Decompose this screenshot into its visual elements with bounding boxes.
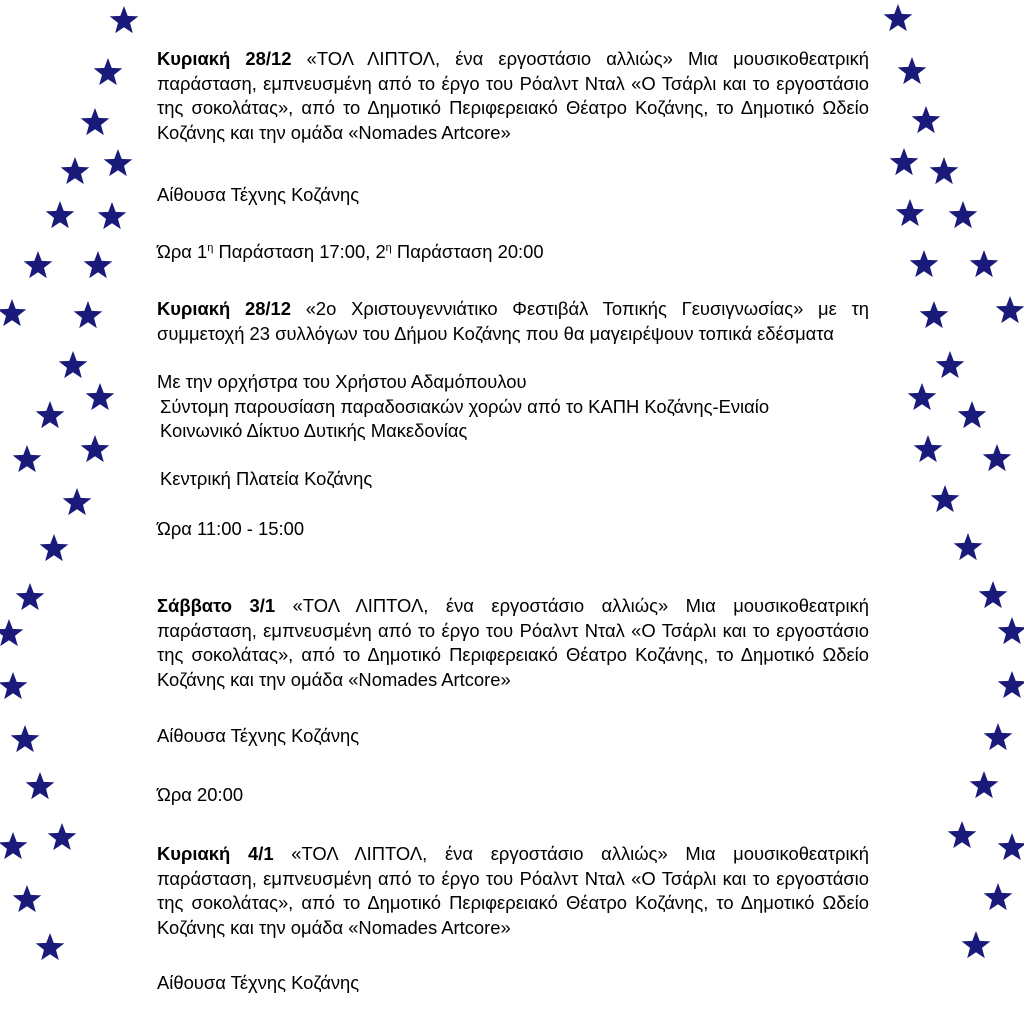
star-icon (13, 445, 42, 472)
event-3-venue: Αίθουσα Τέχνης Κοζάνης (157, 725, 360, 746)
event-1-venue: Αίθουσα Τέχνης Κοζάνης (157, 184, 360, 205)
star-icon (930, 157, 959, 184)
event-3-description: «ΤΟΛ ΛΙΠΤΟΛ, ένα εργοστάσιο αλλιώς» Μια μουσικοθεατρική παράσταση, εμπνευσμένη από το έργο του Ρόαλντ Νταλ «Ο Τσάρλι και το εργοστάσιο της σοκολάτας», από το Δημοτικό Περιφερειακό Θέατρο Κοζάνης, το Δημοτικό Ωδείο Κοζάνης και την ομάδα «Nomades Artcore» (157, 595, 870, 690)
star-icon (40, 534, 69, 561)
star-icon (13, 885, 42, 912)
event-2-orchestra: Με την ορχήστρα του Χρήστου Αδαμόπουλου (157, 371, 527, 392)
star-icon (948, 821, 977, 848)
star-icon (61, 157, 90, 184)
event-1-date: Κυριακή 28/12 (157, 48, 292, 69)
star-icon (998, 671, 1024, 698)
star-icon (998, 833, 1024, 860)
star-icon (74, 301, 103, 328)
event-4-date: Κυριακή 4/1 (157, 843, 274, 864)
star-icon (24, 251, 53, 278)
event-4-paragraph (157, 842, 869, 940)
star-icon (949, 201, 978, 228)
star-icon (936, 351, 965, 378)
star-icon (0, 299, 26, 326)
star-icon (954, 533, 983, 560)
star-icon (912, 106, 941, 133)
star-icon (36, 401, 65, 428)
event-2-venue: Κεντρική Πλατεία Κοζάνης (160, 468, 373, 489)
star-icon (890, 148, 919, 175)
star-icon (59, 351, 88, 378)
event-1-description: «ΤΟΛ ΛΙΠΤΟΛ, ένα εργοστάσιο αλλιώς» Μια μουσικοθεατρική παράσταση, εμπνευσμένη από το έργο του Ρόαλντ Νταλ «Ο Τσάρλι και το εργοστάσιο της σοκολάτας», από το Δημοτικό Περιφερειακό Θέατρο Κοζάνης, το Δημοτικό Ωδείο Κοζάνης και την ομάδα «Nomades Artcore» (157, 48, 869, 143)
star-icon (920, 301, 949, 328)
star-icon (908, 383, 937, 410)
event-1-paragraph (157, 47, 869, 145)
event-2-paragraph (157, 297, 869, 346)
event-2-description: «2ο Χριστουγεννιάτικο Φεστιβάλ Τοπικής Γευσιγνωσίας» με τη συμμετοχή 23 συλλόγων του Δήμου Κοζάνης που θα μαγειρέψουν τοπικά εδέσματα (157, 298, 869, 344)
event-3-date: Σάββατο 3/1 (157, 595, 276, 616)
star-icon (110, 6, 139, 33)
event-3-time: Ώρα 20:00 (157, 784, 244, 805)
star-icon (0, 619, 23, 646)
star-icon (86, 383, 115, 410)
star-icon (979, 581, 1008, 608)
star-icon (884, 4, 913, 31)
star-icon (914, 435, 943, 462)
star-icon (0, 832, 27, 859)
event-3-paragraph (157, 594, 869, 692)
event-2-date: Κυριακή 28/12 (157, 298, 291, 319)
star-icon (896, 199, 925, 226)
star-icon (996, 296, 1024, 323)
star-icon (962, 931, 991, 958)
star-icon (81, 435, 110, 462)
star-icon (98, 202, 127, 229)
event-4-description: «ΤΟΛ ΛΙΠΤΟΛ, ένα εργοστάσιο αλλιώς» Μια μουσικοθεατρική παράσταση, εμπνευσμένη από το έργο του Ρόαλντ Νταλ «Ο Τσάρλι και το εργοστάσιο της σοκολάτας», από το Δημοτικό Περιφερειακό Θέατρο Κοζάνης, το Δημοτικό Ωδείο Κοζάνης και την ομάδα «Nomades Artcore» (157, 843, 869, 938)
star-icon (984, 723, 1013, 750)
event-1-time: Ώρα $1^\eta$ Παράσταση 17:00, $2^\eta$ Παράσταση 20:00 (157, 241, 544, 262)
star-icon (104, 149, 133, 176)
star-icon (931, 485, 960, 512)
star-icon (63, 488, 92, 515)
star-icon (48, 823, 77, 850)
star-icon (16, 583, 45, 610)
event-2-network: Κοινωνικό Δίκτυο Δυτικής Μακεδονίας (160, 420, 468, 441)
star-icon (94, 58, 123, 85)
star-icon (984, 883, 1013, 910)
star-icon (11, 725, 40, 752)
star-icon (84, 251, 113, 278)
star-icon (36, 933, 65, 960)
event-2-time: Ώρα 11:00 - 15:00 (157, 518, 305, 539)
star-icon (0, 672, 27, 699)
star-icon (958, 401, 987, 428)
star-icon (998, 617, 1024, 644)
event-2-dances: Σύντομη παρουσίαση παραδοσιακών χορών από το ΚΑΠΗ Κοζάνης-Ενιαίο (160, 396, 770, 417)
star-icon (81, 108, 110, 135)
star-icon (910, 250, 939, 277)
star-icon (970, 771, 999, 798)
star-icon (26, 772, 55, 799)
star-icon (983, 444, 1012, 471)
star-icon (970, 250, 999, 277)
star-icon (898, 57, 927, 84)
star-icon (46, 201, 75, 228)
event-4-venue: Αίθουσα Τέχνης Κοζάνης (157, 972, 360, 993)
